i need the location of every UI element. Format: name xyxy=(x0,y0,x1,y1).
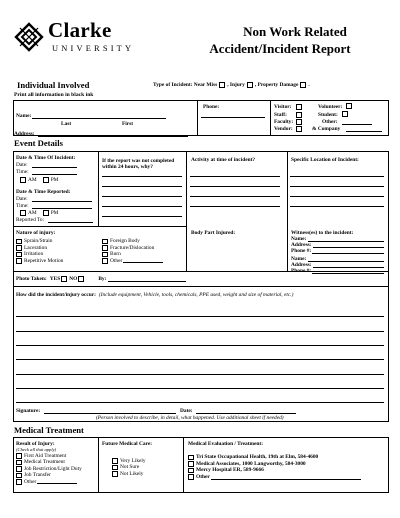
incident-am-label: AM xyxy=(28,177,37,183)
reported-pm-label: PM xyxy=(50,210,59,216)
address-field[interactable] xyxy=(38,136,188,137)
nature-label: Nature of injury: xyxy=(16,230,56,236)
repetitive-motion-checkbox[interactable] xyxy=(16,258,22,264)
result-list xyxy=(16,453,82,485)
witness-address-1: Address: xyxy=(291,242,312,248)
staff-checkbox[interactable] xyxy=(296,112,302,118)
form-title-line1: Non Work Related xyxy=(243,24,347,39)
not-completed-line-1[interactable] xyxy=(102,176,182,177)
injury-label: , Injury xyxy=(227,82,245,88)
job-transfer-checkbox[interactable] xyxy=(16,473,22,479)
not-completed-line-4[interactable] xyxy=(102,206,182,207)
photo-row xyxy=(16,276,186,282)
future-item[interactable]: Very Likely xyxy=(112,458,146,464)
how-label: How did the incident/injury occur: xyxy=(16,292,96,298)
phone-field[interactable] xyxy=(201,117,265,118)
description-line[interactable] xyxy=(16,359,384,360)
phone-label: Phone: xyxy=(203,104,220,110)
company-label: & Company xyxy=(312,126,341,132)
nature-item[interactable]: Foreign Body xyxy=(102,238,163,245)
volunteer-checkbox[interactable] xyxy=(346,103,352,109)
nature-item[interactable]: Repetitive Motion xyxy=(16,258,63,265)
reported-date-field[interactable] xyxy=(32,201,92,202)
how-row xyxy=(16,292,293,298)
how-hint: (Include equipment, Vehicle, tools, chemicals, PPE used, weight and size of material, etc.) xyxy=(98,292,294,298)
job-restriction-checkbox[interactable] xyxy=(16,466,22,472)
witness-phone-2: Phone #: xyxy=(291,268,312,274)
near-miss-checkbox[interactable] xyxy=(219,82,225,88)
nature-other-field[interactable] xyxy=(123,258,163,263)
witness-label: Witness(es) to the incident: xyxy=(291,230,354,236)
company-field[interactable] xyxy=(346,131,382,132)
faculty-label: Faculty: xyxy=(274,119,294,125)
evaluation-item[interactable]: Mercy Hospital ER, 589-9666 xyxy=(188,467,361,474)
first-label: First xyxy=(122,121,134,127)
description-line[interactable] xyxy=(16,388,384,389)
location-line-3[interactable] xyxy=(290,196,384,197)
name-field[interactable] xyxy=(32,118,166,119)
type-end: . xyxy=(308,82,310,88)
activity-line-1[interactable] xyxy=(190,176,280,177)
future-item[interactable]: Not Sure xyxy=(112,464,146,470)
evaluation-item[interactable]: Other xyxy=(188,474,361,481)
future-item[interactable]: Not Likely xyxy=(112,471,146,477)
incident-am-checkbox[interactable] xyxy=(20,177,26,183)
nature-item[interactable]: Laceration xyxy=(16,245,63,252)
signature-field[interactable] xyxy=(44,413,176,414)
activity-line-3[interactable] xyxy=(190,196,280,197)
incident-type-label: Type of Incident: Near Miss xyxy=(153,82,218,88)
photo-no-checkbox[interactable] xyxy=(78,276,84,282)
location-line-2[interactable] xyxy=(290,186,384,187)
evaluation-label: Medical Evaluation / Treatment: xyxy=(188,441,264,447)
logo-word: Clarke xyxy=(48,18,112,42)
visitor-label: Visitor: xyxy=(274,104,292,110)
reported-time-field[interactable] xyxy=(32,208,92,209)
location-label: Specific Location of Incident: xyxy=(291,157,359,163)
incident-ampm xyxy=(20,177,58,183)
reported-am-label: AM xyxy=(28,210,37,216)
witness-address-2-field[interactable] xyxy=(313,267,384,268)
reported-to-field[interactable] xyxy=(48,222,93,223)
foreign-body-checkbox[interactable] xyxy=(102,239,108,245)
not-completed-label-2: within 24 hours, why? xyxy=(102,164,153,170)
nature-other-checkbox[interactable] xyxy=(102,258,108,264)
other-field[interactable] xyxy=(342,124,372,125)
activity-line-4[interactable] xyxy=(190,206,280,207)
witness-address-1-field[interactable] xyxy=(313,247,384,248)
property-damage-checkbox[interactable] xyxy=(300,82,306,88)
not-completed-line-5[interactable] xyxy=(102,216,182,217)
result-other-field[interactable] xyxy=(37,479,77,484)
reported-date-label: Date: xyxy=(16,196,28,202)
reported-pm-checkbox[interactable] xyxy=(43,210,49,216)
signature-date-label: Date: xyxy=(180,408,193,414)
fracture-checkbox[interactable] xyxy=(102,245,108,251)
laceration-checkbox[interactable] xyxy=(16,245,22,251)
reported-am-checkbox[interactable] xyxy=(20,210,26,216)
sprain-checkbox[interactable] xyxy=(16,239,22,245)
result-label: Result of Injury: xyxy=(16,441,55,447)
result-item[interactable]: Job Transfer xyxy=(16,472,82,478)
photo-by-field[interactable] xyxy=(108,277,186,282)
witness-phone-1-field[interactable] xyxy=(312,253,384,254)
evaluation-item[interactable]: Medical Associates, 1000 Langworthy, 584-3000 xyxy=(188,461,361,468)
logo xyxy=(14,20,164,54)
nature-item[interactable]: Irritation xyxy=(16,251,63,258)
witness-name-1: Name: xyxy=(291,236,307,242)
description-line[interactable] xyxy=(16,374,384,375)
witness-name-1-field[interactable] xyxy=(308,241,384,242)
visitor-checkbox[interactable] xyxy=(296,104,302,110)
result-item[interactable]: First Aid Treatment xyxy=(16,453,82,459)
vendor-checkbox[interactable] xyxy=(296,126,302,132)
location-line-4[interactable] xyxy=(290,206,384,207)
photo-yes-checkbox[interactable] xyxy=(61,276,67,282)
student-checkbox[interactable] xyxy=(342,111,348,117)
incident-time-label: Time: xyxy=(16,169,29,175)
incident-datetime-label: Date & Time Of Incident: xyxy=(16,155,76,161)
medical-treatment-checkbox[interactable] xyxy=(16,460,22,466)
tri-state-checkbox[interactable] xyxy=(188,455,194,461)
result-item[interactable]: Job Restriction/Light Duty xyxy=(16,466,82,472)
medical-associates-checkbox[interactable] xyxy=(188,461,194,467)
photo-label: Photo Taken: xyxy=(16,276,47,282)
reported-datetime-label: Date & Time Reported: xyxy=(16,189,71,195)
description-line[interactable] xyxy=(16,402,384,403)
not-completed-label-1: If the report was not completed xyxy=(102,158,175,164)
signature-note: (Person involved to describe, in detail, what happened. Use additional sheet if needed) xyxy=(96,415,284,421)
photo-yes-label: YES xyxy=(49,276,61,282)
last-label: Last xyxy=(61,121,72,127)
check-all-label: (Check all that apply) xyxy=(16,447,57,452)
address-label: Address: xyxy=(14,131,35,137)
name-label: Name: xyxy=(16,113,32,119)
photo-by-label: By: xyxy=(98,276,107,282)
evaluation-other-checkbox[interactable] xyxy=(188,474,194,480)
nature-item[interactable]: Fracture/Dislocation xyxy=(102,245,163,252)
staff-label: Staff: xyxy=(274,112,287,118)
nature-right-list xyxy=(102,238,163,264)
description-line[interactable] xyxy=(16,316,384,317)
incident-pm-label: PM xyxy=(50,177,59,183)
vendor-label: Vendor: xyxy=(274,126,293,132)
event-heading: Event Details xyxy=(14,138,63,148)
not-likely-checkbox[interactable] xyxy=(112,471,118,477)
reported-to-label: Reported To: xyxy=(16,217,45,223)
evaluation-other-field[interactable] xyxy=(211,475,361,480)
witness-address-2: Address: xyxy=(291,262,312,268)
first-aid-checkbox[interactable] xyxy=(16,453,22,459)
witness-name-2-field[interactable] xyxy=(308,261,384,262)
nature-left-list xyxy=(16,238,63,264)
medical-heading: Medical Treatment xyxy=(14,425,84,435)
evaluation-list xyxy=(188,454,361,480)
mercy-hospital-checkbox[interactable] xyxy=(188,468,194,474)
result-item[interactable]: Other xyxy=(16,479,82,485)
property-damage-label: , Property Damage xyxy=(254,82,299,88)
nature-item[interactable]: Other xyxy=(102,258,163,265)
signature-date-field[interactable] xyxy=(196,413,296,414)
activity-line-2[interactable] xyxy=(190,186,280,187)
burn-checkbox[interactable] xyxy=(102,252,108,258)
incident-date-field[interactable] xyxy=(32,167,77,168)
incident-date-label: Date: xyxy=(16,162,28,168)
witness-name-2: Name: xyxy=(291,256,307,262)
nature-item[interactable]: Burn xyxy=(102,251,163,258)
body-part-label: Body Part Injured: xyxy=(191,230,236,236)
photo-no-label: NO xyxy=(69,276,78,282)
volunteer-label: Volunteer: xyxy=(318,104,343,110)
reported-time-label: Time: xyxy=(16,203,29,209)
faculty-checkbox[interactable] xyxy=(296,119,302,125)
description-line[interactable] xyxy=(16,345,384,346)
evaluation-item[interactable]: Tri State Occupational Health, 19th at Elm, 584-4600 xyxy=(188,454,361,461)
student-label: Student: xyxy=(318,112,338,118)
incident-time-field[interactable] xyxy=(32,174,77,175)
other-label: Other: xyxy=(322,119,338,125)
nature-item[interactable]: Sprain/Strain xyxy=(16,238,63,245)
incident-type-row xyxy=(153,82,310,88)
ink-instruction: Print all information in black ink xyxy=(14,92,94,98)
not-sure-checkbox[interactable] xyxy=(112,465,118,471)
witness-phone-2-field[interactable] xyxy=(312,273,384,274)
location-line-1[interactable] xyxy=(290,176,384,177)
form-title-line2: Accident/Incident Report xyxy=(209,41,351,56)
logo-subtitle: UNIVERSITY xyxy=(52,44,135,53)
very-likely-checkbox[interactable] xyxy=(112,458,118,464)
witness-phone-1: Phone #: xyxy=(291,248,312,254)
not-completed-line-3[interactable] xyxy=(102,196,182,197)
not-completed-line-2[interactable] xyxy=(102,186,182,187)
clarke-logo-icon xyxy=(14,22,44,52)
injury-checkbox[interactable] xyxy=(247,82,253,88)
result-other-checkbox[interactable] xyxy=(16,479,22,485)
signature-label: Signature: xyxy=(16,408,41,414)
irritation-checkbox[interactable] xyxy=(16,252,22,258)
incident-pm-checkbox[interactable] xyxy=(43,177,49,183)
result-item[interactable]: Medical Treatment xyxy=(16,459,82,465)
description-line[interactable] xyxy=(16,331,384,332)
activity-label: Activity at time of incident? xyxy=(191,157,256,163)
individual-heading: Individual Involved xyxy=(17,80,90,90)
reported-ampm xyxy=(20,210,58,216)
future-care-label: Future Medical Care: xyxy=(102,441,153,447)
future-list xyxy=(112,458,146,477)
